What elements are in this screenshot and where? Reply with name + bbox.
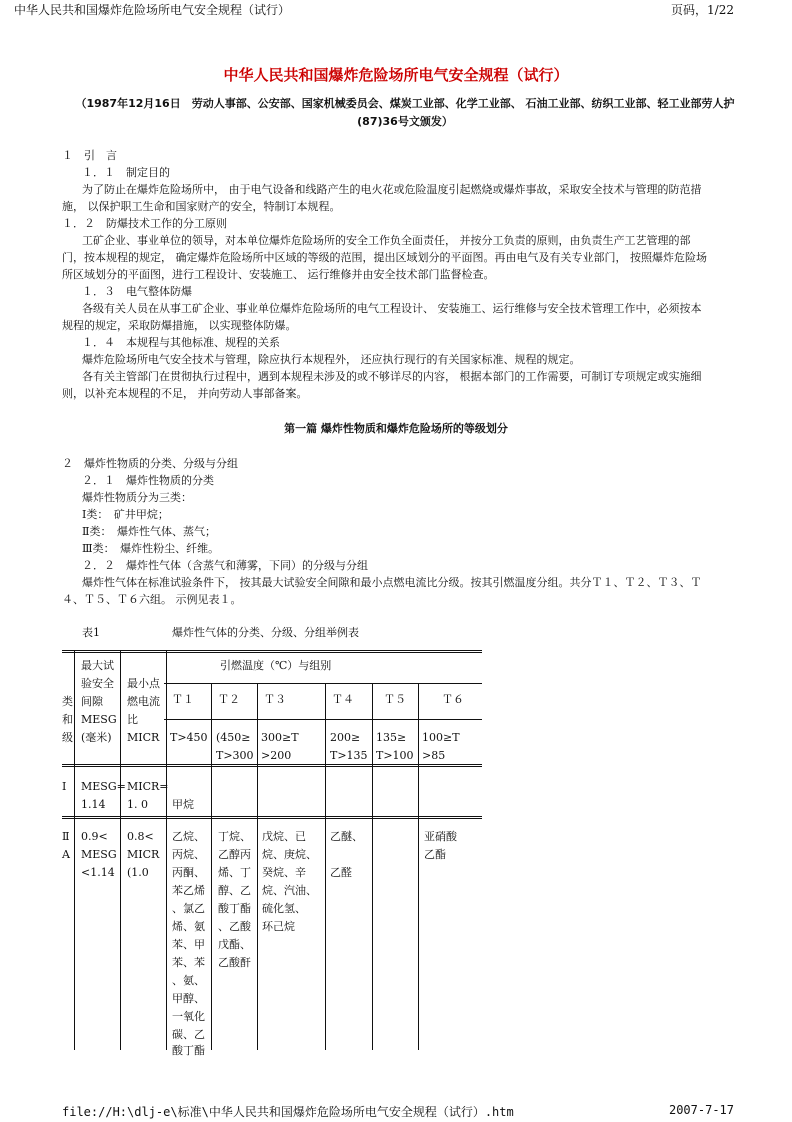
browser-print-footer [0,1103,792,1121]
browser-print-header [0,0,792,18]
header-mesg: 最大试 [81,659,114,672]
class-iia-t1: 酸丁酯 [172,1044,205,1057]
class-iia-mesg: 0.9< [81,830,108,843]
paragraph-line: 各级有关人员在从事工矿企业、事业单位爆炸危险场所的电气工程设计、 安装施工、运行维修与安全技术管理工作中，必须按本 [82,302,702,315]
class-i-label: Ⅰ [62,780,67,793]
class-i-mesg: MESG= [81,780,126,793]
header-mesg: 间隙 [81,695,103,708]
temp-range: T>135 [330,749,368,762]
class-iia-micr: (1.0 [127,866,149,879]
class-iia-t6: 乙酯 [424,848,446,861]
temp-range: 200≥ [330,731,361,744]
class-iia-t1: 乙烷、 [172,830,205,843]
class-i-micr: 1. 0 [127,798,148,811]
table-rule [120,650,121,1050]
group-label: Ｔ５ [384,693,406,706]
class-iia-t1: 、氨、 [172,974,205,987]
temp-range: T>100 [376,749,414,762]
temp-range: 300≥T [261,731,299,744]
class-iia-t2: 醇、乙 [218,884,251,897]
section-heading: １ 引 言 [62,149,117,162]
section-heading: ２ 爆炸性物质的分类、分级与分组 [62,457,238,470]
table-rule [62,816,482,819]
paragraph-line: 各有关主管部门在贯彻执行过程中，遇到本规程未涉及的或不够详尽的内容， 根据本部门的工作需要，可制订专项规定或实施细 [82,370,702,383]
header-mesg: (毫米) [81,731,112,744]
header-class: 级 [62,731,73,744]
header-ignition-temperature: 引燃温度（℃）与组别 [220,659,332,672]
class-iia-t2: 乙酸酐 [218,956,251,969]
paragraph-line: 施， 以保护职工生命和国家财产的安全，特制订本规程。 [62,200,341,213]
paragraph-line: 爆炸危险场所电气安全技术与管理，除应执行本规程外， 还应执行现行的有关国家标准、规程的规定。 [82,353,581,366]
paragraph-line: 所区域划分的平面图，进行工程设计、安装施工、 运行维修并由安全技术部门监督检查。 [62,268,495,281]
paragraph-line: ４、Ｔ５、Ｔ６六组。 示例见表１。 [62,593,242,606]
table-rule [166,650,167,1050]
class-iia-t1: 烯、氨 [172,920,205,933]
class-iia-t1: 一氧化 [172,1010,205,1023]
part-title: 第一篇 爆炸性物质和爆炸危险场所的等级划分 [284,422,508,435]
header-class: 类 [62,695,73,708]
header-class: 和 [62,713,73,726]
class-iia-t1: 、氯乙 [172,902,205,915]
paragraph-line: 爆炸性物质分为三类： [82,491,192,504]
class-iia-t3: 戊烷、已 [262,830,306,843]
temp-range: T>450 [170,731,208,744]
document-subtitle: （1987年12月16日 劳动人事部、公安部、国家机械委员会、煤炭工业部、化学工业部、 石油工业部、纺织工业部、轻工业部劳人护 [75,97,735,110]
class-i-t1: 甲烷 [172,798,194,811]
file-path: file://H:\dlj-e\标准\中华人民共和国爆炸危险场所电气安全规程（试行）.htm [62,1105,514,1119]
list-item: Ⅲ类： 爆炸性粉尘、纤维。 [82,542,220,555]
paragraph-line: 则，以补充本规程的不足， 并向劳动人事部备案。 [62,387,308,400]
table-rule [62,650,482,653]
header-micr: MICR [127,731,160,744]
class-iia-t2: 戊酯、 [218,938,251,951]
table-rule [257,683,258,1050]
gas-classification-table [62,650,482,1057]
class-iia-micr: 0.8< [127,830,154,843]
temp-range: >85 [422,749,446,762]
temp-range: >200 [261,749,292,762]
temp-range: 135≥ [376,731,407,744]
class-iia-t1: 丙烷、 [172,848,205,861]
class-iia-t2: 烯、丁 [218,866,251,879]
class-iia-t2: 、乙酸 [218,920,251,933]
print-date: 2007-7-17 [668,1103,734,1117]
table-caption: 表1 [82,626,100,639]
class-iia-t3: 烷、庚烷、 [262,848,317,861]
class-iia-t4: 乙醛 [330,866,352,879]
table-rule [325,683,326,1050]
table-rule [372,683,373,1050]
class-iia-t1: 苯、甲 [172,938,205,951]
list-item: Ⅰ类： 矿井甲烷； [82,508,169,521]
subsection-heading: １．３ 电气整体防爆 [82,285,192,298]
paragraph-line: 为了防止在爆炸危险场所中， 由于电气设备和线路产生的电火花或危险温度引起燃烧或爆炸事故，采取安全技术与管理的防范措 [82,183,702,196]
class-iia-t2: 丁烷、 [218,830,251,843]
class-iia-t6: 亚硝酸 [424,830,457,843]
class-iia-micr: MICR [127,848,160,861]
table-rule [418,683,419,1050]
class-iia-t3: 硫化氢、 [262,902,306,915]
subsection-heading: １．１ 制定目的 [82,166,170,179]
class-i-micr: MICR= [127,780,169,793]
page-number: 页码，1/22 [671,3,734,17]
document-subtitle-2: (87)36号文颁发） [357,115,453,128]
document-title: 中华人民共和国爆炸危险场所电气安全规程（试行） [223,66,569,84]
table-rule [211,683,212,1050]
class-iia-t3: 癸烷、辛 [262,866,306,879]
subsection-heading: ２．２ 爆炸性气体（含蒸气和薄雾，下同）的分级与分组 [82,559,368,572]
header-title: 中华人民共和国爆炸危险场所电气安全规程（试行） [14,3,291,17]
class-iia-t2: 酸丁酯 [218,902,251,915]
paragraph-line: 爆炸性气体在标准试验条件下， 按其最大试验安全间隙和最小点燃电流比分级。按其引燃温度分组。共分Ｔ１、Ｔ２、Ｔ３、Ｔ [82,576,702,589]
class-iia-t1: 碳、乙 [172,1028,205,1041]
class-iia-t2: 乙醇丙 [218,848,251,861]
class-iia-t1: 甲醇、 [172,992,205,1005]
table-rule [74,650,75,1050]
class-iia-t1: 苯、苯 [172,956,205,969]
header-micr: 比 [127,713,138,726]
group-label: Ｔ１ [172,693,194,706]
group-label: Ｔ４ [332,693,354,706]
header-mesg: 验安全 [81,677,114,690]
subsection-heading: １．２ 防爆技术工作的分工原则 [62,217,227,230]
header-mesg: MESG [81,713,117,726]
class-iia-t4: 乙醚、 [330,830,363,843]
temp-range: T>300 [216,749,254,762]
header-micr: 燃电流 [127,695,160,708]
subsection-heading: ２．１ 爆炸性物质的分类 [82,474,214,487]
group-label: Ｔ６ [442,693,464,706]
class-iia-label: Ⅱ [62,830,70,843]
class-iia-mesg: <1.14 [81,866,115,879]
paragraph-line: 工矿企业、事业单位的领导，对本单位爆炸危险场所的安全工作负全面责任， 并按分工负责的原则，由负责生产工艺管理的部 [82,234,691,247]
list-item: Ⅱ类： 爆炸性气体、蒸气； [82,525,216,538]
class-iia-mesg: MESG [81,848,117,861]
class-iia-t3: 烷、汽油、 [262,884,317,897]
class-iia-t1: 丙酮、 [172,866,205,879]
paragraph-line: 门，按本规程的规定， 确定爆炸危险场所中区域的等级的范围，提出区域划分的平面图。再由电气及有关专业部门， 按照爆炸危险场 [62,251,707,264]
class-iia-t1: 苯乙烯 [172,884,205,897]
class-iia-t3: 环己烷 [262,920,295,933]
paragraph-line: 规程的规定，采取防爆措施， 以实现整体防爆。 [62,319,297,332]
class-i-mesg: 1.14 [81,798,106,811]
group-label: Ｔ３ [264,693,286,706]
temp-range: 100≥T [422,731,460,744]
group-label: Ｔ２ [218,693,240,706]
temp-range: (450≥ [216,731,251,744]
subsection-heading: １．４ 本规程与其他标准、规程的关系 [82,336,280,349]
class-iia-label: A [62,848,70,861]
header-micr: 最小点 [127,677,160,690]
table-title: 爆炸性气体的分类、分级、分组举例表 [172,626,359,639]
